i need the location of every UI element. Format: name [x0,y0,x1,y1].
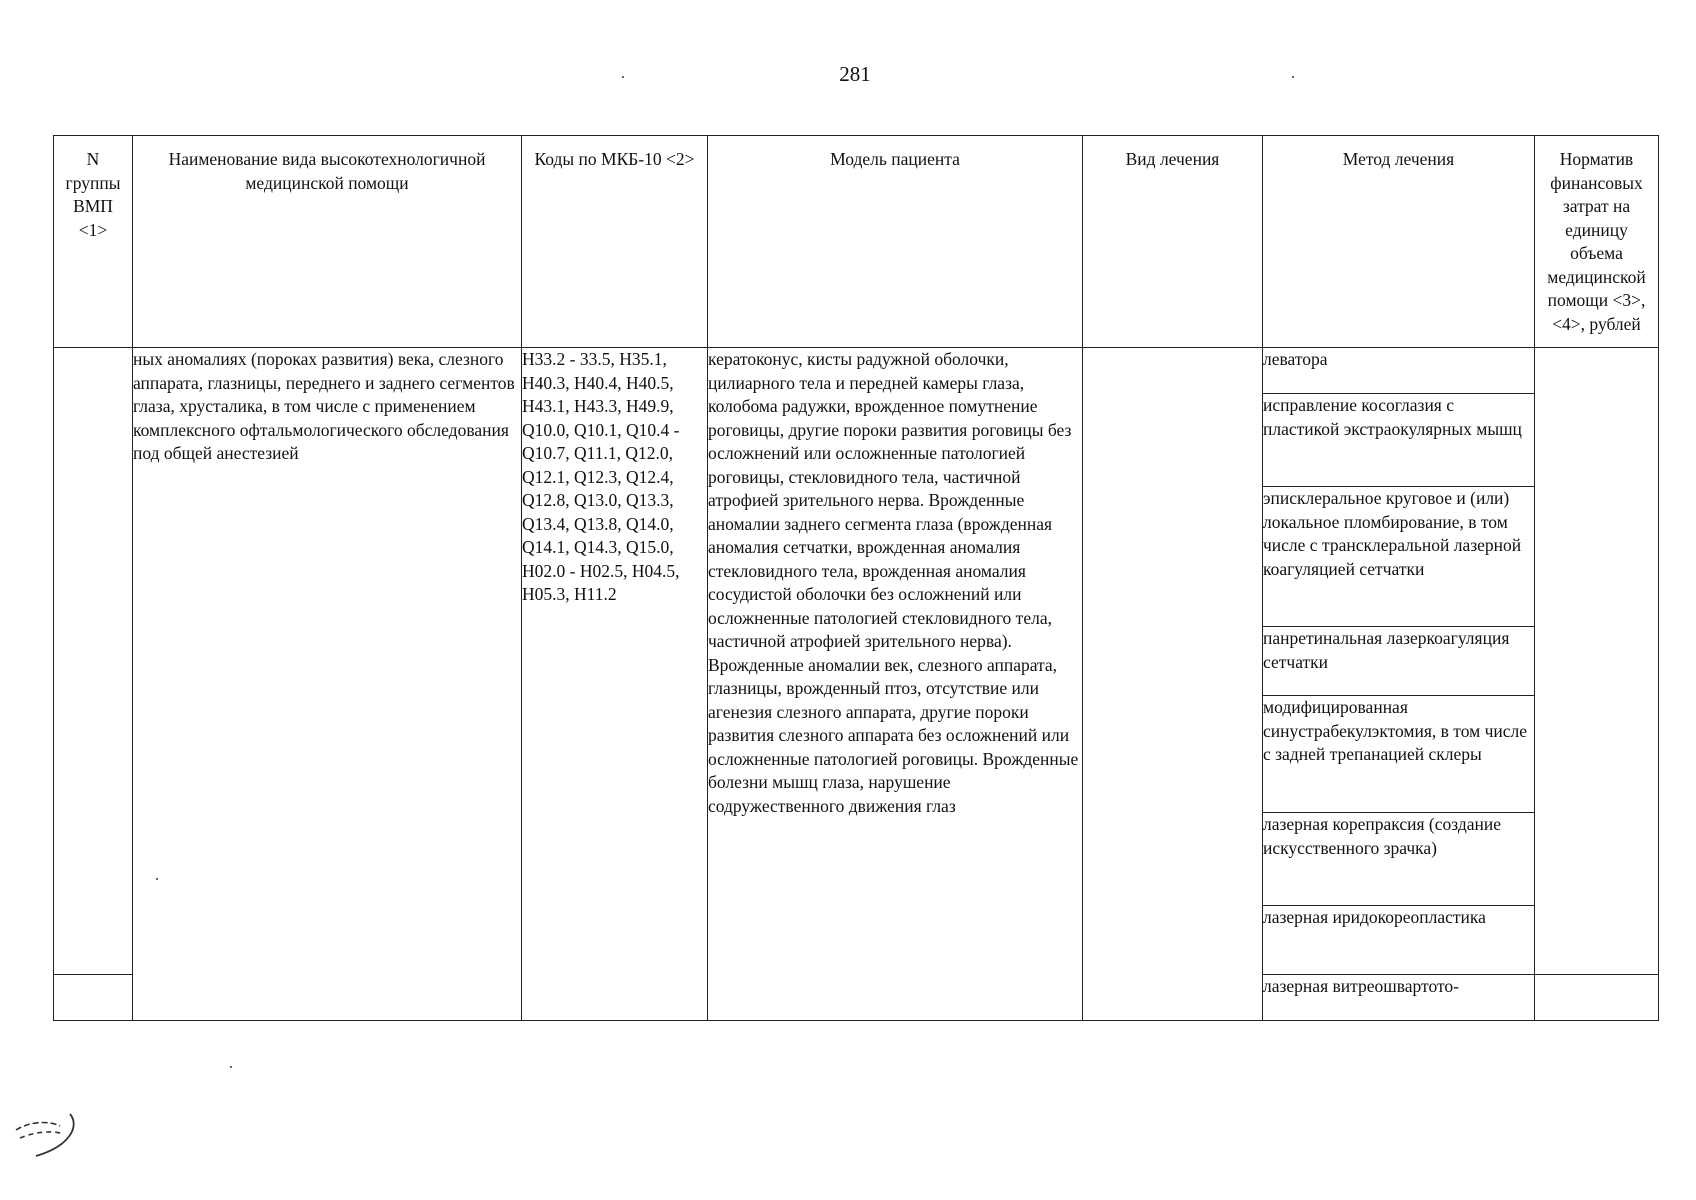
header-model: Модель пациента [708,136,1083,348]
model-cell: кератоконус, кисты радужной оболочки, цилиарного тела и передней камеры глаза, колобома радужки, врожденное помутнение роговицы, другие пороки развития роговицы без осложнений или осложненные патологией роговицы, стекловидного тела, частичной атрофией зрительного нерва. Врожденные аномалии заднего сегмента глаза (врожденная аномалия сетчатки, врожденная аномалия стекловидного тела, врожденная аномалия сосудистой оболочки без осложнений или осложненные патологией стекловидного тела, частичной атрофией зрительного нерва). Врожденные аномалии век, слезного аппарата, глазницы, врожденный птоз, отсутствие или агенезия слезного аппарата, другие пороки развития слезного аппарата без осложнений или осложненные патологией роговицы. Врожденные болезни мышц глаза, нарушение содружественного движения глаз [708,348,1083,1021]
method-item: лазерная иридокореопластика [1263,906,1535,975]
header-treatment-type: Вид лечения [1083,136,1263,348]
method-item: исправление косоглазия с пластикой экстраокулярных мышц [1263,394,1535,487]
method-item: леватора [1263,348,1535,394]
method-item: модифицированная синустрабекулэктомия, в том числе с задней трепанацией склеры [1263,696,1535,813]
header-name: Наименование вида высокотехнологичной медицинской помощи [133,136,522,348]
header-norm: Норматив финансовых затрат на единицу объема медицинской помощи <3>, <4>, рублей [1535,136,1659,348]
handwritten-mark [8,1100,78,1160]
scan-dot [230,1066,232,1068]
norm-cell [1535,348,1659,975]
header-row [54,136,1659,348]
vmp-table [53,135,1659,1021]
method-item: панретинальная лазеркоагуляция сетчатки [1263,627,1535,696]
header-method: Метод лечения [1263,136,1535,348]
header-codes: Коды по МКБ-10 <2> [522,136,708,348]
scan-dot [622,76,624,78]
codes-cell: H33.2 - 33.5, H35.1, H40.3, H40.4, H40.5, H43.1, H43.3, H49.9, Q10.0, Q10.1, Q10.4 - Q10.7, Q11.1, Q12.0, Q12.1, Q12.3, Q12.4, Q12.8, Q13.0, Q13.3, Q13.4, Q13.8, Q14.0, Q14.1, Q14.3, Q15.0, H02.0 - H02.5, H04.5, H05.3, H11.2 [522,348,708,1021]
group-cell-empty [54,975,133,1021]
name-cell: ных аномалиях (пороках развития) века, слезного аппарата, глазницы, переднего и заднего сегментов глаза, хрусталика, в том числе с применением комплексного офтальмологического обследования под общей анестезией [133,348,522,1021]
page-number: 281 [839,62,871,86]
header-group: N группы ВМП <1> [54,136,133,348]
method-item: лазерная витреошвартото- [1263,975,1535,1021]
group-cell [54,348,133,975]
method-item: эписклеральное круговое и (или) локальное пломбирование, в том числе с трансклеральной лазерной коагуляцией сетчатки [1263,487,1535,627]
scan-dot [1292,76,1294,78]
scan-dot [156,878,158,880]
method-item: лазерная корепраксия (создание искусственного зрачка) [1263,813,1535,906]
treatment-type-cell [1083,348,1263,1021]
norm-cell-empty [1535,975,1659,1021]
